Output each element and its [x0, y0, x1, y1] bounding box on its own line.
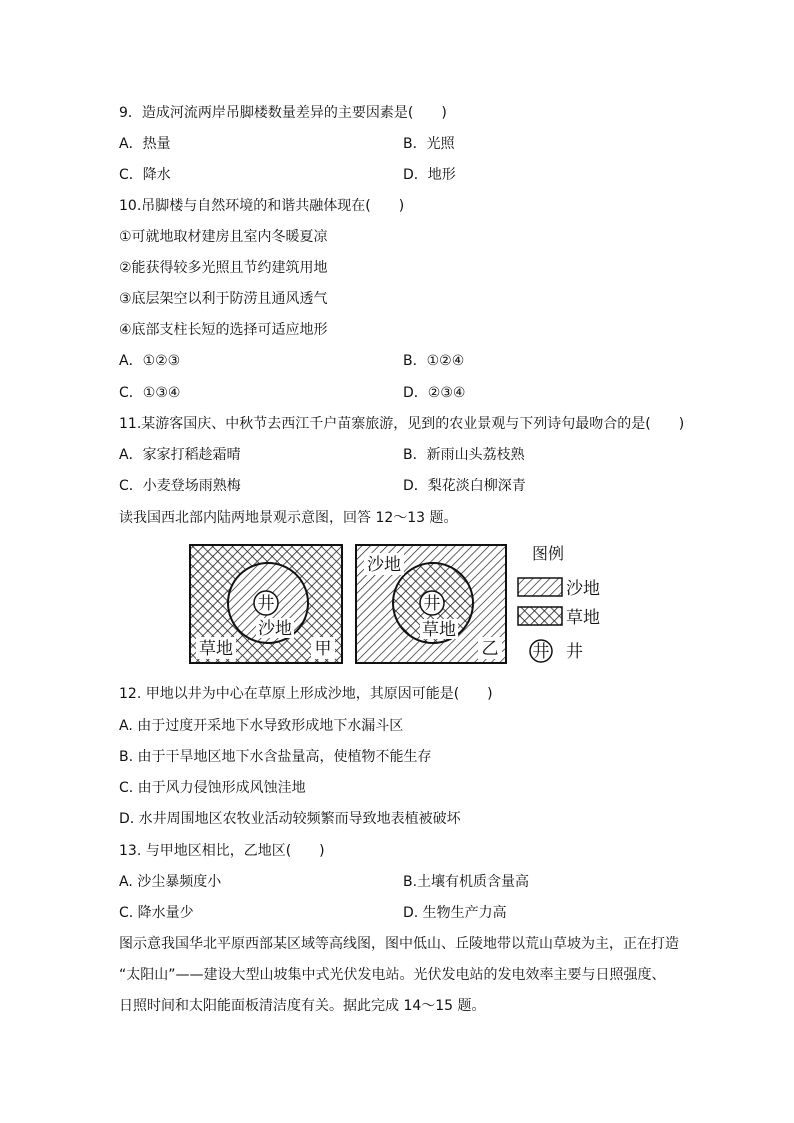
- landscape-figure: [188, 541, 608, 671]
- intro-12-13: 读我国西北部内陆两地景观示意图，回答 12～13 题。: [119, 510, 458, 526]
- legend-title: 图例: [532, 544, 565, 563]
- legend-sand-swatch: [518, 578, 562, 596]
- panel-yi-tag: 乙: [481, 639, 499, 659]
- legend-well-label: 井: [566, 642, 583, 662]
- q11-stem: 11.某游客国庆、中秋节去西江千户苗寨旅游，见到的农业景观与下列诗句最吻合的是( ): [119, 416, 685, 432]
- panel-yi-outer-label: 沙地: [367, 555, 401, 575]
- q13-option-a: A. 沙尘暴频度小: [119, 874, 222, 890]
- q9-option-a: A．热量: [119, 136, 171, 152]
- q11-option-a: A．家家打稻趁霜晴: [119, 447, 241, 463]
- q9-option-d: D．地形: [403, 167, 456, 183]
- q13-option-b: B.土壤有机质含量高: [403, 874, 530, 890]
- q10-stem: 10.吊脚楼与自然环境的和谐共融体现在( ): [119, 198, 405, 214]
- q12-option-d: D. 水井周围地区农牧业活动较频繁而导致地表植被破坏: [119, 811, 461, 827]
- q9-option-c: C．降水: [119, 167, 171, 183]
- q10-item-3: ③底层架空以利于防涝且通风透气: [119, 291, 328, 307]
- legend-well-symbol-text: 井: [532, 642, 550, 662]
- panel-jia-well-label: 井: [257, 594, 275, 614]
- q10-item-1: ①可就地取材建房且室内冬暖夏凉: [119, 229, 328, 245]
- q12-stem: 12. 甲地以井为中心在草原上形成沙地，其原因可能是( ): [119, 686, 493, 702]
- panel-jia-inner-label: 沙地: [258, 619, 292, 639]
- intro-14-15-line1: 图示意我国华北平原西部某区域等高线图，图中低山、丘陵地带以荒山草坡为主，正在打造: [119, 936, 679, 952]
- q11-option-c: C．小麦登场雨熟梅: [119, 478, 241, 494]
- legend-grass-label: 草地: [566, 608, 600, 628]
- q13-option-d: D. 生物生产力高: [403, 905, 507, 921]
- q10-option-d: D．②③④: [403, 385, 466, 401]
- q12-option-a: A. 由于过度开采地下水导致形成地下水漏斗区: [119, 718, 404, 734]
- panel-jia-outer-label: 草地: [199, 639, 233, 659]
- q10-option-b: B．①②④: [403, 353, 465, 369]
- q13-stem: 13. 与甲地区相比，乙地区( ): [119, 843, 325, 859]
- intro-14-15-line3: 日照时间和太阳能面板清洁度有关。据此完成 14～15 题。: [119, 998, 486, 1014]
- intro-14-15-line2: “太阳山”——建设大型山坡集中式光伏发电站。光伏发电站的发电效率主要与日照强度、: [119, 967, 666, 983]
- q12-option-b: B. 由于干旱地区地下水含盐量高，使植物不能生存: [119, 749, 432, 765]
- panel-yi-inner-label: 草地: [422, 620, 456, 640]
- q11-option-b: B．新雨山头荔枝熟: [403, 447, 525, 463]
- q10-item-4: ④底部支柱长短的选择可适应地形: [119, 322, 328, 338]
- q12-option-c: C. 由于风力侵蚀形成风蚀洼地: [119, 780, 306, 796]
- panel-yi-well-label: 井: [423, 594, 441, 614]
- q10-item-2: ②能获得较多光照且节约建筑用地: [119, 260, 328, 276]
- q9-option-b: B．光照: [403, 136, 455, 152]
- q9-stem: 9．造成河流两岸吊脚楼数量差异的主要因素是( ): [119, 105, 447, 121]
- q10-option-a: A．①②③: [119, 353, 181, 369]
- panel-jia-tag: 甲: [314, 639, 332, 659]
- q11-option-d: D．梨花淡白柳深青: [403, 478, 526, 494]
- q13-option-c: C. 降水量少: [119, 905, 194, 921]
- legend-sand-label: 沙地: [566, 579, 600, 599]
- q10-option-c: C．①③④: [119, 385, 181, 401]
- legend-grass-swatch: [518, 607, 562, 625]
